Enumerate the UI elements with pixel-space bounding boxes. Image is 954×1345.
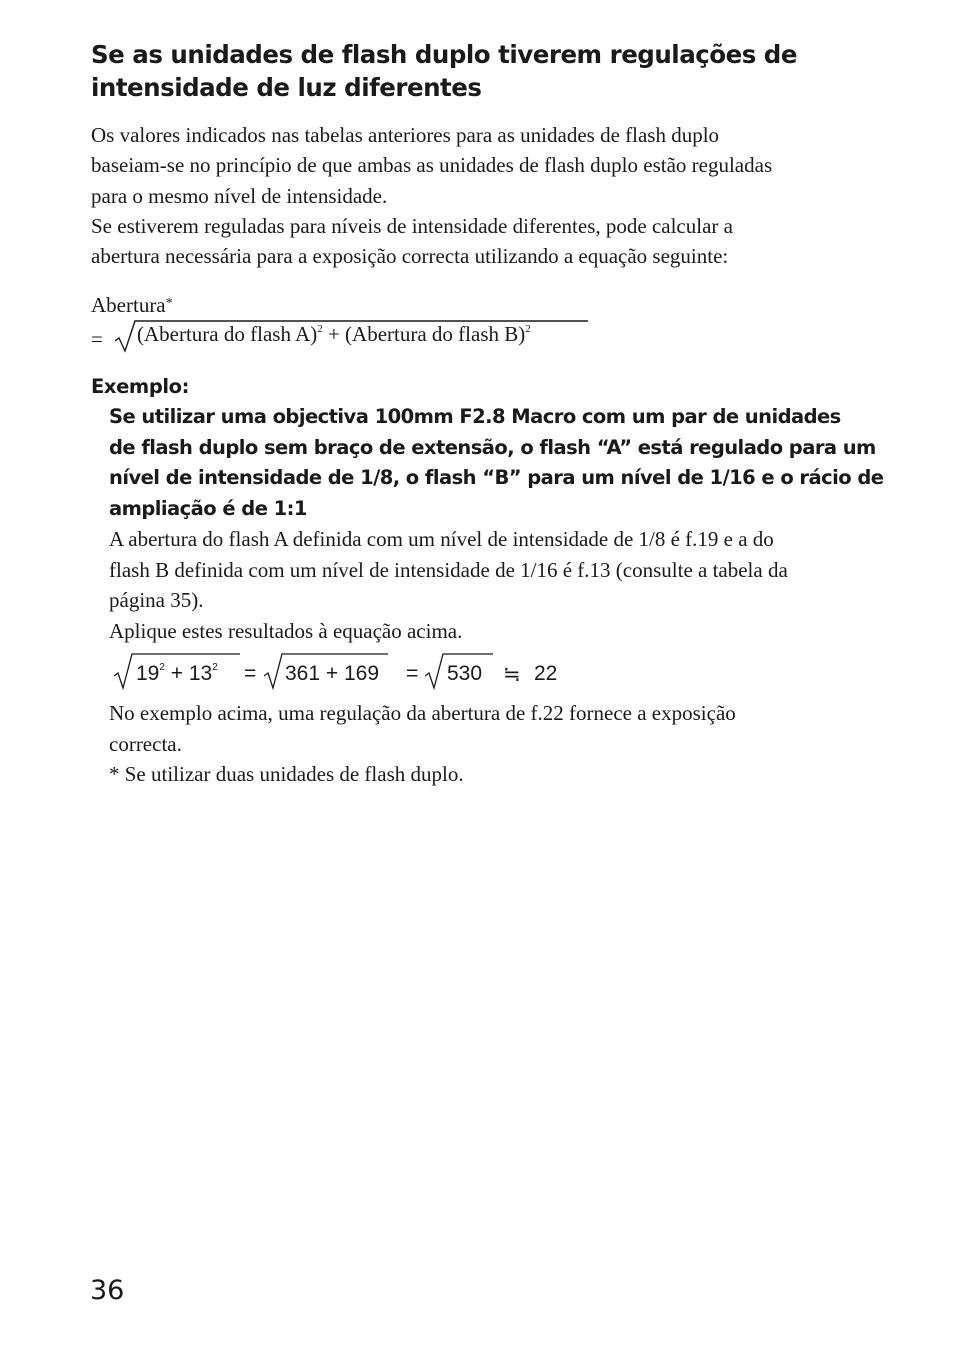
intro-line-1: Os valores indicados nas tabelas anteriores para as unidades de flash duplo	[91, 123, 720, 147]
intro-line-2: baseiam-se no princípio de que ambas as unidades de flash duplo estão reguladas	[91, 153, 773, 178]
conclusion-line-2: correcta.	[109, 731, 182, 756]
calc-exp-b: 2	[212, 662, 218, 674]
formula-equals: =	[91, 327, 103, 352]
calc-radicand-1	[136, 662, 218, 686]
formula-label-text: Abertura	[91, 293, 166, 318]
conclusion-line-1: No exemplo acima, uma regulação da abertura de f.22 fornece a exposição	[109, 701, 736, 726]
calc-base-b: 13	[188, 662, 213, 686]
formula-asterisk: *	[165, 296, 173, 312]
calc-exp-a: 2	[159, 662, 165, 674]
term-b: (Abertura do flash B)	[345, 322, 526, 347]
heading-line-2: intensidade de luz diferentes	[91, 73, 482, 102]
explanation-line-3: página 35).	[109, 588, 204, 613]
example-conclusion	[109, 698, 881, 790]
calc-base-a: 19	[136, 662, 160, 686]
calc-sum-expression: 361 + 169	[285, 662, 380, 686]
example-explanation	[109, 524, 881, 646]
calc-result: 22	[534, 662, 558, 686]
calc-equals-1: =	[244, 662, 257, 686]
formula-plus: +	[322, 322, 346, 347]
formula-label	[91, 289, 881, 320]
explanation-line-1: A abertura do flash A definida com um nível de intensidade de 1/8 é f.19 e a do	[109, 527, 774, 552]
explanation-line-4: Aplique estes resultados à equação acima.	[109, 618, 463, 643]
intro-line-4: Se estiverem reguladas para níveis de intensidade diferentes, pode calcular a	[91, 213, 733, 238]
term-a: (Abertura do flash A)	[137, 322, 318, 347]
intro-line-5: abertura necessária para a exposição correcta utilizando a equação seguinte:	[91, 244, 729, 269]
example-condition	[109, 402, 884, 524]
calc-equals-2: =	[406, 662, 419, 686]
aperture-formula	[91, 320, 881, 354]
approx-symbol: ≒	[503, 663, 521, 687]
condition-line-2: de flash duplo sem braço de extensão, o flash “A” está regulado para um	[109, 435, 876, 459]
example-block	[109, 402, 884, 790]
intro-paragraph	[91, 120, 881, 271]
formula-radicand	[137, 322, 531, 347]
intro-line-3: para o mesmo nível de intensidade.	[91, 183, 388, 208]
term-a-exponent: 2	[317, 323, 323, 336]
term-b-exponent: 2	[525, 323, 531, 336]
section-heading	[91, 38, 881, 104]
calc-root-value: 530	[447, 662, 483, 686]
page-number: 36	[90, 1275, 125, 1306]
condition-line-4: ampliação é de 1:1	[109, 496, 307, 520]
condition-line-3: nível de intensidade de 1/8, o flash “B” para um nível de 1/16 e o rácio de	[109, 466, 884, 490]
example-title: Exemplo:	[91, 375, 190, 399]
explanation-line-2: flash B definida com um nível de intensidade de 1/16 é f.13 (consulte a tabela da	[109, 557, 788, 582]
calc-plus: +	[164, 662, 189, 686]
example-calculation	[109, 652, 881, 698]
heading-line-1: Se as unidades de flash duplo tiverem regulações de	[91, 40, 797, 69]
footnote: * Se utilizar duas unidades de flash duplo.	[109, 762, 464, 787]
page-content	[91, 38, 884, 790]
condition-line-1: Se utilizar uma objectiva 100mm F2.8 Macro com um par de unidades	[109, 405, 841, 429]
